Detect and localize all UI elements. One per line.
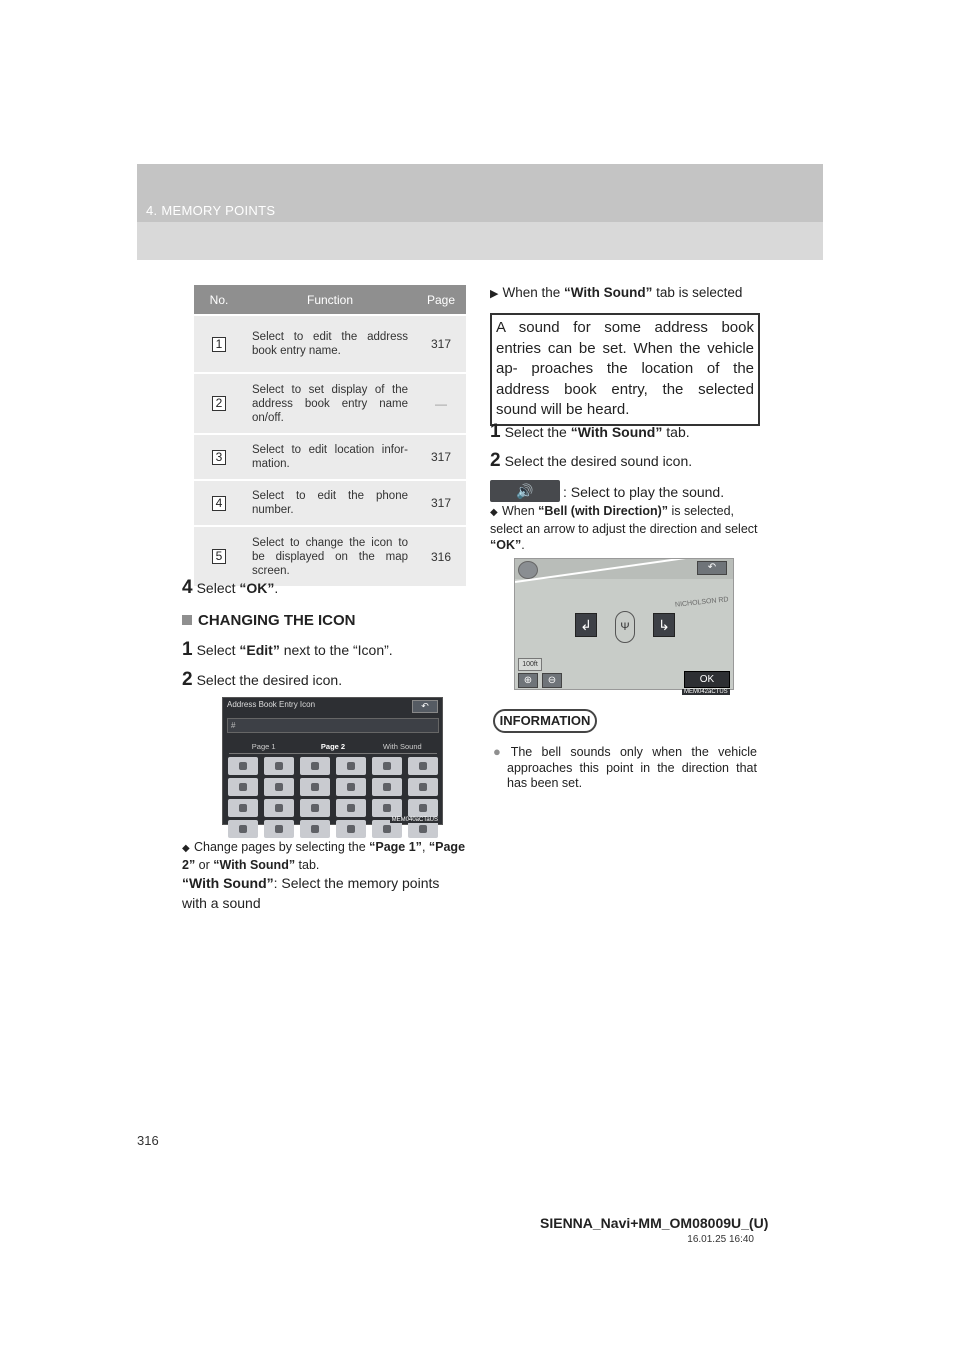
bullet-dot-icon: ● xyxy=(493,744,507,759)
number-badge: 2 xyxy=(212,396,226,411)
ok-button[interactable]: OK xyxy=(684,671,730,688)
rotate-left-arrow-icon[interactable]: ↲ xyxy=(575,613,597,637)
screen-title: Address Book Entry Icon xyxy=(227,700,316,709)
icon-tabs xyxy=(229,740,437,754)
icon-option[interactable] xyxy=(264,757,294,775)
icon-option[interactable] xyxy=(336,757,366,775)
icon-option[interactable] xyxy=(228,799,258,817)
road-label: NICHOLSON RD xyxy=(674,596,729,609)
bell-icon: Ψ xyxy=(615,611,635,643)
step-number: 1 xyxy=(182,639,193,660)
name-input[interactable]: # xyxy=(227,718,439,733)
table-row xyxy=(194,434,466,480)
table-header-row xyxy=(194,285,466,315)
icon-option[interactable] xyxy=(336,820,366,838)
step-number: 4 xyxy=(182,577,193,598)
icon-option[interactable] xyxy=(300,820,330,838)
function-cell: Select to edit location infor- mation. xyxy=(244,434,416,480)
function-table xyxy=(194,285,466,586)
play-sound-button[interactable] xyxy=(490,480,560,502)
play-sound-description: : Select to play the sound. xyxy=(563,484,725,500)
bullet-diamond-icon: ◆ xyxy=(490,507,498,518)
icon-option[interactable] xyxy=(300,778,330,796)
information-label: INFORMATION xyxy=(493,709,597,733)
step-4: 4 Select “OK”. xyxy=(182,577,279,598)
bullet-diamond-icon: ◆ xyxy=(182,843,190,854)
number-badge: 1 xyxy=(212,337,226,352)
icon-option[interactable] xyxy=(408,778,438,796)
tab-page-1[interactable]: Page 1 xyxy=(229,740,298,754)
tab-page-2[interactable]: Page 2 xyxy=(298,740,367,754)
step-number: 2 xyxy=(182,669,193,690)
screen-code: MEM040aCTaUS xyxy=(391,817,438,823)
icon-option[interactable] xyxy=(300,799,330,817)
function-cell: Select to edit the address book entry name. xyxy=(244,315,416,373)
step-1-edit: 1 Select “Edit” next to the “Icon”. xyxy=(182,639,393,660)
icon-option[interactable] xyxy=(372,757,402,775)
zoom-out-button[interactable]: ⊖ xyxy=(542,673,562,688)
table-row xyxy=(194,373,466,434)
tab-with-sound[interactable]: With Sound xyxy=(368,740,437,754)
back-button[interactable]: ↶ xyxy=(697,561,727,575)
icon-option[interactable] xyxy=(336,778,366,796)
table-row xyxy=(194,315,466,373)
change-pages-bullet: ◆ Change pages by selecting the “Page 1”, “Page 2” or “With Sound” tab. xyxy=(182,840,466,872)
step-2-icon: 2 Select the desired icon. xyxy=(182,669,343,690)
step-number: 1 xyxy=(490,421,501,442)
page-number: 316 xyxy=(137,1133,159,1148)
section-square-icon xyxy=(182,615,192,625)
icon-option[interactable] xyxy=(228,757,258,775)
section-title: 4. MEMORY POINTS xyxy=(146,203,276,218)
step-2-sound-icon: 2 Select the desired sound icon. xyxy=(490,450,693,471)
map-scale: 100ft xyxy=(518,658,542,671)
with-sound-definition: “With Sound”: Select the memory points with a sound xyxy=(182,875,440,911)
icon-option[interactable] xyxy=(264,778,294,796)
page-cell: 317 xyxy=(416,315,466,373)
icon-grid xyxy=(228,757,438,838)
column-header-function: Function xyxy=(244,285,416,315)
document-timestamp: 16.01.25 16:40 xyxy=(687,1234,754,1245)
icon-option[interactable] xyxy=(228,778,258,796)
screen-code: MEM042aCTUS xyxy=(684,689,728,695)
with-sound-heading: ▶ When the “With Sound” tab is selected xyxy=(490,285,743,300)
step-1-with-sound: 1 Select the “With Sound” tab. xyxy=(490,421,690,442)
number-badge: 3 xyxy=(212,450,226,465)
icon-option[interactable] xyxy=(372,778,402,796)
speaker-icon: 🔊 xyxy=(516,483,534,499)
icon-option[interactable] xyxy=(264,820,294,838)
icon-option[interactable] xyxy=(228,820,258,838)
column-header-page: Page xyxy=(416,285,466,315)
function-cell: Select to set display of the address book entry name on/off. xyxy=(244,373,416,434)
function-cell: Select to change the icon to be displayed on the map screen. xyxy=(244,526,416,586)
page-cell: 317 xyxy=(416,480,466,526)
information-text: ● The bell sounds only when the vehicle approaches this point in the direction that has been set. xyxy=(493,744,757,790)
number-badge: 4 xyxy=(212,496,226,511)
page-cell: 316 xyxy=(416,526,466,586)
triangle-right-icon: ▶ xyxy=(490,288,499,300)
document-id: SIENNA_Navi+MM_OM08009U_(U) xyxy=(540,1215,769,1231)
column-header-no: No. xyxy=(194,285,244,315)
icon-option[interactable] xyxy=(408,799,438,817)
page-cell: — xyxy=(416,373,466,434)
address-book-icon-screen xyxy=(222,697,443,825)
rotate-right-arrow-icon[interactable]: ↳ xyxy=(653,613,675,637)
compass-icon[interactable] xyxy=(518,561,538,579)
icon-option[interactable] xyxy=(336,799,366,817)
number-badge: 5 xyxy=(212,549,226,564)
icon-option[interactable] xyxy=(408,757,438,775)
back-button[interactable]: ↶ xyxy=(412,700,438,713)
zoom-in-button[interactable]: ⊕ xyxy=(518,673,538,688)
icon-option[interactable] xyxy=(372,799,402,817)
step-number: 2 xyxy=(490,450,501,471)
bell-direction-map-screen xyxy=(514,558,734,690)
page-cell: 317 xyxy=(416,434,466,480)
icon-option[interactable] xyxy=(300,757,330,775)
table-row xyxy=(194,480,466,526)
icon-option[interactable] xyxy=(264,799,294,817)
section-heading: CHANGING THE ICON xyxy=(182,612,356,629)
bell-direction-bullet: ◆ When “Bell (with Direction)” is selected, select an arrow to adjust the direction and select “OK”. xyxy=(490,504,758,552)
function-cell: Select to edit the phone number. xyxy=(244,480,416,526)
sound-note-box: A sound for some address book entries can be set. When the vehicle ap- proaches the location of the address book entry, the selected sound will be heard. xyxy=(490,313,760,426)
